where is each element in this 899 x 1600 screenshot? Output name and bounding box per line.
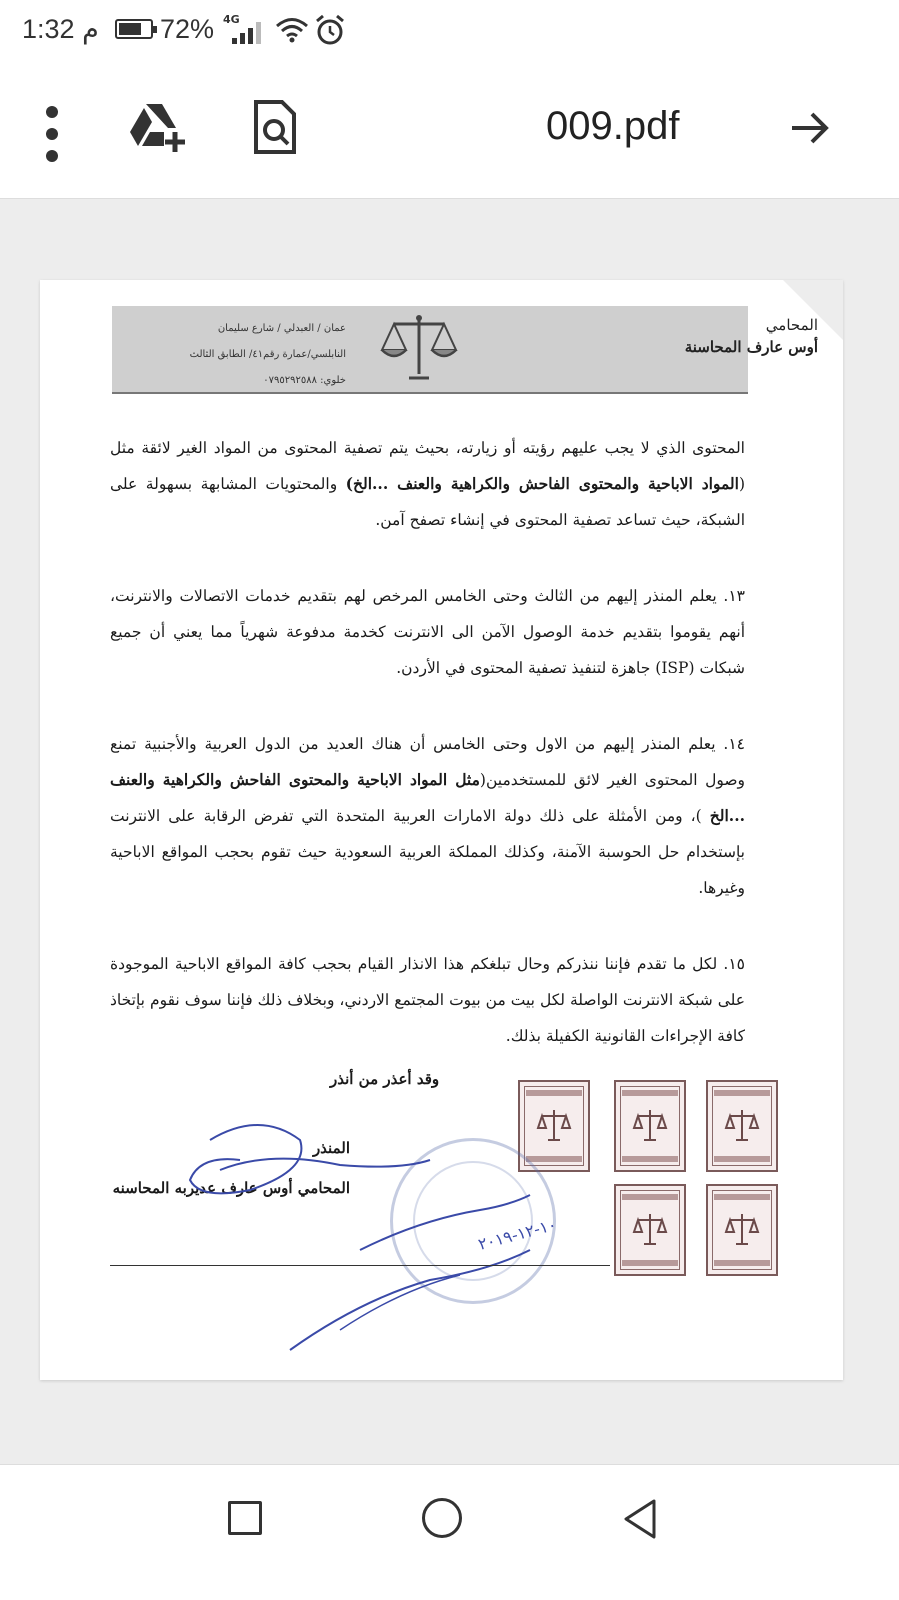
warner-name: المحامي أوس عارف عديربه المحاسنه (112, 1179, 350, 1197)
address-line: النابلسي/عمارة رقم٤١/ الطابق الثالث (189, 349, 346, 360)
signal-icon (232, 20, 266, 44)
paragraph-15 (110, 946, 745, 1054)
signature-line (110, 1265, 610, 1266)
back-triangle-icon[interactable] (620, 1497, 660, 1541)
bold-text: المواد الاباحية والمحتوى الفاحش والكراهية والعنف ...الخ) (345, 474, 739, 493)
scales-of-justice-icon (374, 312, 464, 384)
letterhead-address (126, 316, 346, 394)
warner-label: المنذر (312, 1139, 350, 1157)
revenue-stamp (614, 1184, 686, 1276)
address-line: عمان / العبدلي / شارع سليمان (217, 323, 346, 334)
revenue-stamp (706, 1080, 778, 1172)
handwritten-signature (100, 1100, 559, 1360)
letterhead-name (685, 314, 818, 358)
revenue-stamps (510, 1070, 810, 1290)
document-title: 009.pdf (546, 104, 680, 148)
revenue-stamp (614, 1080, 686, 1172)
text: لكل ما تقدم فإننا ننذركم وحال تبلغكم هذا الانذار القيام بحجب كافة المواقع الاباحية الموجودة على شبكة الانترنت الواصلة لكل بيت من بيوت المجتمع الاردني، وبخلاف ذلك فإننا سوف نقوم بإتخاذ كافة الإجراءات القانونية الكفيلة بذلك. (110, 955, 745, 1045)
pdf-toolbar (0, 64, 899, 199)
text: يعلم المنذر إليهم من الاول وحتى الخامس أن هناك العديد من الدول العربية والأجنبية تمنع وصول المحتوى الغير لائق للمستخدمين( (110, 735, 746, 789)
wifi-icon (275, 16, 309, 51)
address-line: خلوي: ٠٧٩٥٢٩٢٥٨٨ (263, 375, 346, 386)
paragraph-number: ١٣. (723, 587, 745, 605)
status-time: 1:32 م (22, 14, 99, 44)
more-vert-icon[interactable] (40, 104, 64, 164)
letter-body (110, 430, 745, 1094)
android-nav-bar (0, 1464, 899, 1600)
network-type: 4G (223, 13, 240, 26)
lawyer-title: المحامي (765, 316, 818, 334)
paragraph-number: ١٥. (723, 955, 745, 973)
bold-text: مثل المواد الاباحية والمحتوى الفاحش والكراهية والعنف ...الخ (110, 770, 745, 825)
alarm-icon (314, 14, 346, 53)
letterhead (112, 306, 818, 394)
handwritten-date: ١٠-١٢-٢٠١٩ (476, 1214, 559, 1254)
paragraph-number: ١٤. (723, 735, 745, 753)
revenue-stamp (706, 1184, 778, 1276)
lawyer-name: أوس عارف المحاسنة (684, 338, 818, 356)
add-to-drive-icon[interactable] (128, 100, 188, 156)
pdf-page[interactable] (40, 280, 843, 1380)
text: يعلم المنذر إليهم من الثالث وحتى الخامس المرخص لهم بتقديم خدمات الاتصالات والانترنت، أنهم يقوموا بتقديم خدمة الوصول الآمن الى الانترنت كخدمة مدفوعة شهرياً مما يعني أن جميع شبكات (ISP) جاهزة لتنفيذ تصفية المحتوى في الأردن. (110, 587, 745, 677)
paragraph (110, 430, 745, 538)
paragraph-13 (110, 578, 745, 686)
forward-arrow-icon[interactable] (788, 106, 832, 150)
closing-line: وقد أعذر من أنذر (330, 1070, 440, 1088)
text: والمحتويات المشابهة بسهولة على الشبكة، حيث تساعد تصفية المحتوى في إنشاء تصفح آمن. (110, 475, 745, 529)
home-circle-icon[interactable] (422, 1498, 462, 1538)
text: المحتوى الذي لا يجب عليهم رؤيته أو زيارته، بحيث يتم تصفية المحتوى من المواد الغير لائقة مثل ( (110, 439, 746, 493)
battery-icon (115, 19, 153, 39)
text: )، ومن الأمثلة على ذلك دولة الامارات العربية المتحدة التي تفرض الرقابة على الانترنت بإستخدام حل الحوسبة الآمنة، وكذلك المملكة العربية السعودية حيث تقوم بحجب المواقع الاباحية وغيرها. (110, 807, 745, 897)
find-in-page-icon[interactable] (252, 100, 298, 156)
status-bar (0, 0, 899, 64)
paragraph-14 (110, 726, 745, 906)
battery-percent: 72% (160, 14, 215, 44)
recents-square-icon[interactable] (228, 1501, 262, 1535)
